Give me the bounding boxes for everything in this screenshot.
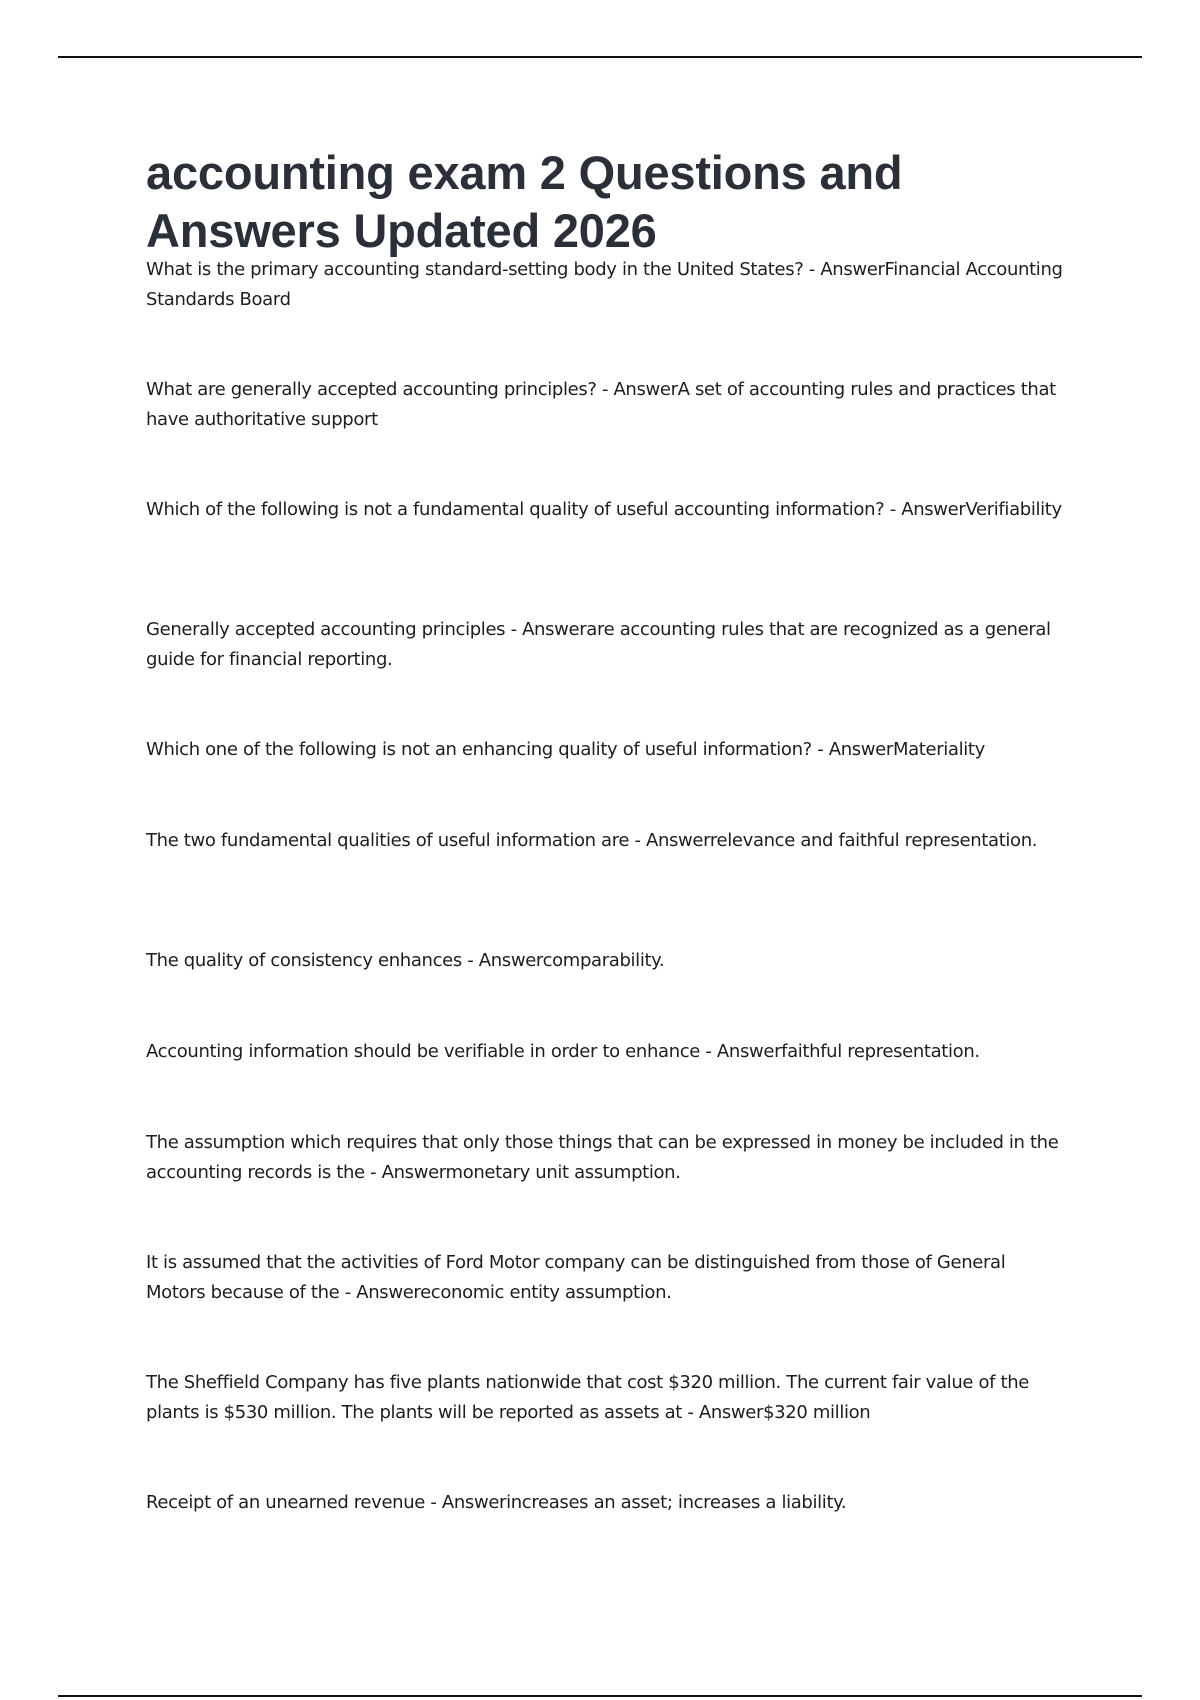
qa-item-11: The Sheffield Company has five plants nationwide that cost $320 million. The current fair value of the plants is $530 million. The plants will be reported as assets at - Answer$320 million: [146, 1372, 1029, 1423]
qa-item-3: Which of the following is not a fundamental quality of useful accounting information? - AnswerVerifiability: [146, 499, 1062, 520]
qa-item-2: What are generally accepted accounting principles? - AnswerA set of accounting rules and practices that have authoritative support: [146, 379, 1056, 430]
qa-item-5: Which one of the following is not an enhancing quality of useful information? - AnswerMateriality: [146, 739, 985, 760]
qa-item-6: The two fundamental qualities of useful information are - Answerrelevance and faithful representation.: [146, 830, 1038, 851]
qa-item-4: Generally accepted accounting principles - Answerare accounting rules that are recognized as a general guide for financial reporting.: [146, 619, 1051, 670]
footer-rule: [58, 1695, 1142, 1697]
qa-item-12: Receipt of an unearned revenue - Answerincreases an asset; increases a liability.: [146, 1492, 847, 1513]
qa-item-1: What is the primary accounting standard-setting body in the United States? - AnswerFinancial Accounting Standards Board: [146, 259, 1063, 310]
qa-item-9: The assumption which requires that only those things that can be expressed in money be included in the accounting records is the - Answermonetary unit assumption.: [146, 1132, 1059, 1183]
document-title: accounting exam 2 Questions and Answers Updated 2026: [146, 146, 903, 257]
qa-item-8: Accounting information should be verifiable in order to enhance - Answerfaithful representation.: [146, 1041, 980, 1062]
qa-item-7: The quality of consistency enhances - Answercomparability.: [146, 950, 665, 971]
header-rule: [58, 56, 1142, 58]
qa-item-10: It is assumed that the activities of Ford Motor company can be distinguished from those of General Motors because of the - Answereconomic entity assumption.: [146, 1252, 1006, 1303]
